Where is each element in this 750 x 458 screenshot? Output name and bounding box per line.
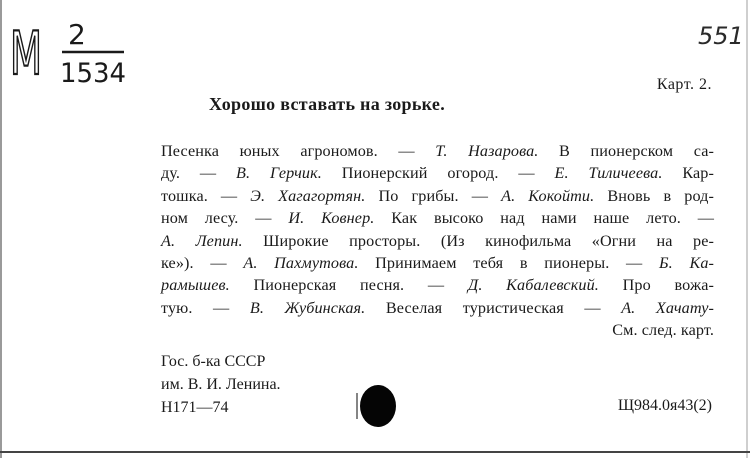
record-title: Хорошо вставать на зорьке. — [209, 94, 445, 114]
song-text: ду. — — [161, 164, 237, 183]
song-text: Песенка юных агрономов. — — [161, 142, 436, 160]
card-right-edge — [746, 0, 748, 458]
author-name: рамышев. — [161, 276, 230, 295]
library-name-line2: им. В. И. Ленина. — [161, 376, 281, 393]
author-name: И. Ковнер. — [288, 209, 375, 228]
contents-line — [161, 319, 714, 341]
author-name: А. Пахмутова. — [243, 253, 359, 272]
song-text: Пионерская песня. — — [229, 276, 468, 295]
handwritten-shelf-letter-text: М — [10, 19, 42, 89]
author-name: А. Кокойти. — [501, 186, 595, 205]
author-name: А. Хачату- — [621, 298, 714, 317]
classification-code: Щ984.0я43(2) — [617, 397, 712, 414]
song-text: Широкие просторы. (Из кинофильма «Огни на ре- — [242, 231, 714, 250]
song-text: ном лесу. — — [161, 209, 289, 228]
song-text: тую. — — [161, 298, 250, 317]
song-text: Пионерский огород. — — [321, 164, 555, 183]
author-name: А. Лепин. — [161, 231, 243, 250]
order-number: Н171—74 — [161, 399, 229, 416]
author-name: Т. Назарова. — [435, 142, 539, 160]
author-name: Б. Ка- — [659, 253, 715, 272]
contents-line — [161, 140, 714, 162]
author-name: В. Жубинская. — [249, 298, 366, 317]
author-name: Д. Кабалевский. — [467, 276, 599, 295]
contents-line — [161, 185, 714, 207]
call-number-denominator: 1534 — [60, 58, 126, 89]
song-text: По грибы. — — [365, 186, 502, 205]
author-name: Э. Хагагортян. — [250, 186, 366, 205]
contents-line — [161, 297, 714, 319]
call-number-numerator: 2 — [68, 18, 86, 51]
author-name: Е. Тиличеева. — [554, 164, 663, 183]
card-left-edge — [0, 0, 2, 458]
library-name-line1: Гос. б-ка СССР — [161, 353, 266, 370]
library-imprint — [161, 350, 281, 419]
author-name: В. Герчик. — [236, 164, 322, 183]
contents-line — [161, 230, 714, 252]
song-text: ке»). — — [161, 253, 244, 272]
corner-mark-text: 551 — [698, 22, 744, 50]
contents-line — [161, 274, 714, 296]
song-text: Вновь в род- — [594, 186, 714, 205]
handwritten-shelf-letter — [10, 14, 44, 89]
song-text: тошка. — — [161, 186, 251, 205]
song-text: Про вожа- — [598, 276, 715, 295]
card-number-label: Карт. 2. — [656, 76, 712, 93]
song-text: См. след. карт. — [612, 321, 714, 340]
song-text: Как высоко над нами наше лето. — — [374, 209, 714, 228]
song-text: Кар- — [662, 164, 714, 183]
song-text: Веселая туристическая — — [365, 298, 622, 317]
handwritten-call-number — [58, 18, 130, 89]
handwritten-corner-mark — [696, 18, 744, 52]
contents-line — [161, 252, 714, 274]
card-bottom-edge — [0, 451, 750, 453]
contents-note — [161, 140, 714, 342]
contents-line — [161, 207, 714, 229]
song-text: В пионерском са- — [538, 142, 714, 160]
song-text: Принимаем тебя в пионеры. — — [358, 253, 659, 272]
contents-line — [161, 162, 714, 184]
punch-hole — [355, 381, 399, 431]
